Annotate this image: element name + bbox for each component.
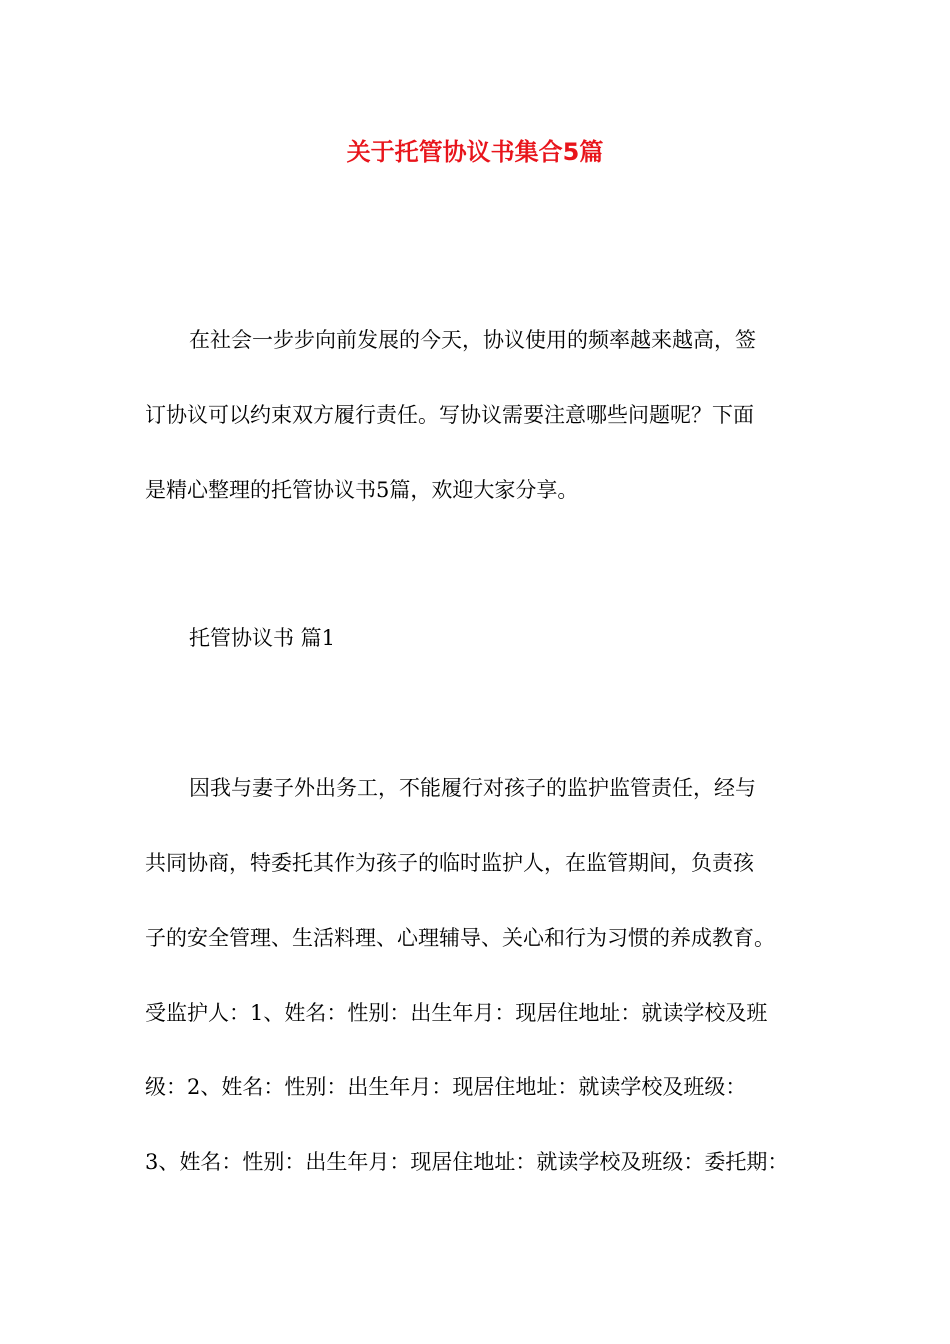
section-line-5: 级：2、姓名：性别：出生年月：现居住地址：就读学校及班级： bbox=[145, 1075, 747, 1099]
intro-line-1: 在社会一步步向前发展的今天，协议使用的频率越来越高，签 bbox=[189, 328, 756, 352]
section-line-2: 共同协商，特委托其作为孩子的临时监护人，在监管期间，负责孩 bbox=[145, 851, 754, 875]
intro-line-3: 是精心整理的托管协议书5篇，欢迎大家分享。 bbox=[145, 478, 579, 502]
section-line-1: 因我与妻子外出务工，不能履行对孩子的监护监管责任，经与 bbox=[189, 776, 756, 800]
section-heading: 托管协议书 篇1 bbox=[189, 626, 336, 650]
section-line-4: 受监护人：1、姓名：性别：出生年月：现居住地址：就读学校及班 bbox=[145, 1001, 768, 1025]
document-title: 关于托管协议书集合5篇 bbox=[346, 138, 604, 166]
section-line-3: 子的安全管理、生活料理、心理辅导、关心和行为习惯的养成教育。 bbox=[145, 926, 775, 950]
intro-line-2: 订协议可以约束双方履行责任。写协议需要注意哪些问题呢？下面 bbox=[145, 403, 754, 427]
section-line-6: 3、姓名：性别：出生年月：现居住地址：就读学校及班级：委托期： bbox=[145, 1150, 789, 1174]
